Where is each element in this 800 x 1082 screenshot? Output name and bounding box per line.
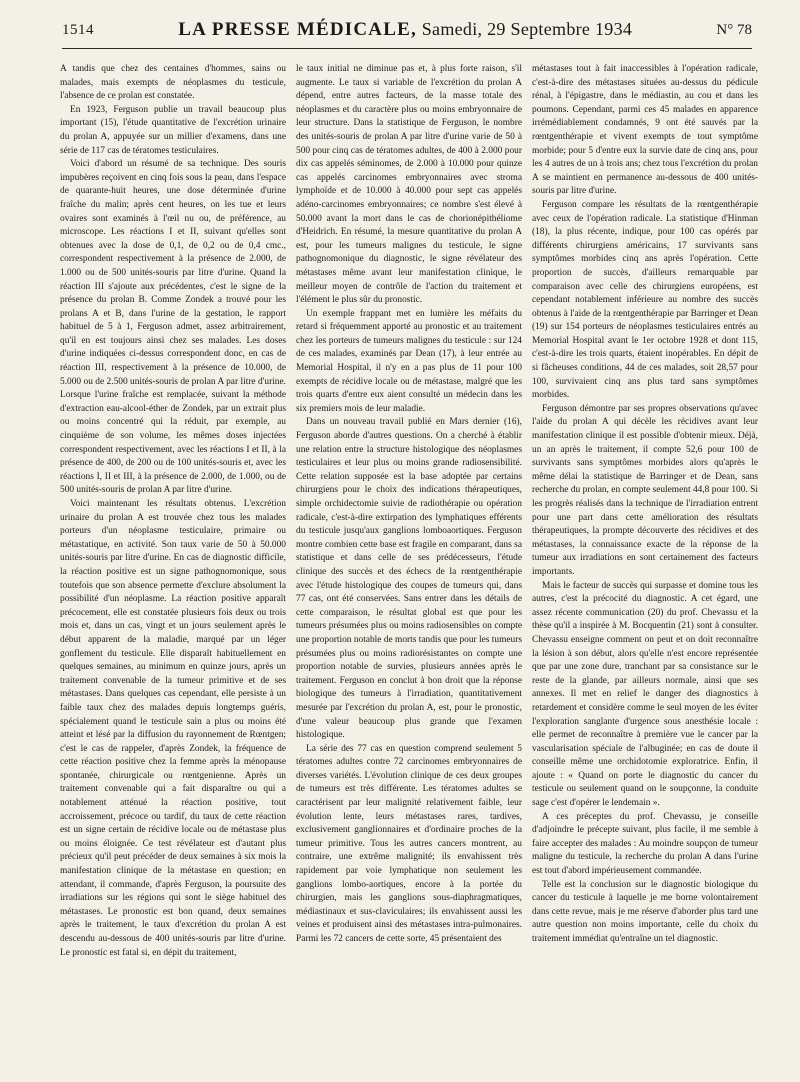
column-3 [532,63,758,1068]
paragraph: Dans un nouveau travail publié en Mars dernier (16), Ferguson aborde d'autres questions. On a cherché à établir une relation entre la structure histologique des néoplasmes testiculaires et leur plus ou moins grande radiosensibilité. Cette relation supposée est la base adoptée par certains chirurgiens pour le choix des indications thérapeutiques, simple orchidectomie suivie de radiothérapie ou opération radicale, c'est-à-dire extirpation des lymphatiques efférents du testicule jusqu'aux ganglions lomboaortiques. Ferguson montre combien cette base est fragile en comparant, dans sa statistique et dans celle de ses prédécesseurs, l'étude clinique des succès et des échecs de la rœntgenthérapie avec l'étude histologique des coupes de tumeurs qui, dans 77 cas, ont été conservées. Sans entrer dans les détails de cette comparaison, le résultat global est que pour les tumeurs présumées plus ou moins radiosensibles on compte une proportion notable de morts tandis que pour les tumeurs présumées plus ou moins radiorésistantes on compte une proportion notable de survies, plusieurs années après le traitement. Ferguson en conclut à bon droit que la réponse biologique des tumeurs à l'irradiation, quantitativement mesurée par l'excrétion du prolan A, est, pour le pronostic, d'une valeur beaucoup plus grande que l'examen histologique. [296,417,522,741]
paragraph: Voici maintenant les résultats obtenus. L'excrétion urinaire du prolan A est trouvée chez tous les malades porteurs d'un néoplasme testiculaire, primaire ou métastatique, en activité. Son taux varie de 50 à 50.000 unités-souris par litre d'urine. En cas de diagnostic difficile, la réaction positive est un signe pathognomonique, sous toutefois que son absence permette d'exclure absolument la possibilité d'un néoplasme. La réaction positive apparaît précocement, elle est constatée plusieurs fois deux ou trois mois et, dans un cas, vingt et un jours seulement après le début apparent de la maladie, marqué par un léger gonflement du testicule. Elle disparaît habituellement en quelques semaines, au minimum en quinze jours, après un traitement convenable de la tumeur primitive et de ses métastases. Dans quelques cas cependant, elle persiste à un faible taux chez des malades depuis longtemps guéris, spécialement quand le testicule sain a plus ou moins été atteint et lésé par la diffusion du rayonnement de Rœntgen; c'est le cas de rappeler, d'après Zondek, la fréquence de cette réaction positive chez la femme après la ménopause spontanée, chirurgicale ou rœntgenienne. Après un traitement convenable qui a fait disparaître ou qui a notablement atténué la réaction positive, tout accroissement, précoce ou tardif, du taux de cette réaction est un signe certain de récidive locale ou de métastase plus ou moins éloignée. Ce test révélateur est d'autant plus précieux qu'il peut précéder de deux semaines à six mois la manifestation clinique de la métastase en question; en attendant, il commande, d'après Ferguson, la poursuite des irradiations sur les régions qui sont le siège habituel des métastases. Le pronostic est bon quand, deux semaines après le traitement, le taux d'excrétion du prolan A est descendu au-dessous de 400 unités-souris par litre d'urine. Le pronostic est fatal si, en dépit du traitement, [60,499,286,958]
article-body [60,63,758,1068]
paragraph: Mais le facteur de succès qui surpasse et domine tous les autres, c'est la précocité du diagnostic. A cet égard, une assez récente communication (20) du prof. Chevassu et la thèse qu'il a inspirée à M. Bocquentin (21) sont à consulter. Chevassu enseigne comment on peut et on doit reconnaître la lésion à son début, alors qu'elle n'est encore représentée que par une zone dure, tranchant par sa consistance sur le reste de la glande, par ailleurs normale, ainsi que ses annexes. Il met en relief le danger des diagnostics à retardement et considère comme le seul moyen de les éviter l'exploration sanglante d'urgence sous anesthésie locale : elle permet de reconnaître à première vue le cancer par la vascularisation spéciale de l'albuginée; en cas de doute il conseille même une orchidotomie exploratrice. Enfin, il ajoute : « Quand on porte le diagnostic du cancer du testicule ou seulement quand on le soupçonne, la conduite sage c'est d'opérer le lendemain ». [532,580,758,809]
paragraph: Voici d'abord un résumé de sa technique. Des souris impubères reçoivent en cinq fois sous la peau, dans l'espace de quarante-huit heures, une dose déterminée d'urine fraîche du malin; après cent heures, on les tue et leurs ovaires sont examinés à l'œil nu ou, de préférence, au microscope. Les réactions I et II, suivant qu'elles sont obtenues avec la dose de 0,1, de 0,2 ou de 0,4 cmc., correspondent respectivement à la présence de 2.000, de 1.000 ou de 500 unités-souris par litre d'urine. Quand la réaction III s'ajoute aux précédentes, c'est le signe de la présence du prolan B. Comme Zondek a trouvé pour les prolans A et B, dans l'urine de la gestation, le rapport habituel de 5 à 1, Ferguson admet, assez arbitrairement, qu'il en est toujours ainsi chez ses malades. Les doses d'urine indiquées ci-dessus correspondent donc, en cas de réaction III, respectivement à la présence de 10.000, de 5.000 ou de 2.500 unités-souris de prolan A par litre d'urine. Lorsque l'urine fraîche est remplacée, suivant la méthode d'extraction eau-alcool-éther de Zondek, par un extrait plus ou moins concentré qui la réduit, par exemple, au cinquième de son volume, les mêmes doses injectées correspondent respectivement, avec les réactions I et II, à la présence de 400, de 200 ou de 100 unités-souris et, avec les réactions I, II et III, à la présence de 2.000, de 1.000, ou de 500 unités-souris de prolan A par litre d'urine. [60,159,286,496]
paragraph: le taux initial ne diminue pas et, à plus forte raison, s'il augmente. Le taux si variable de l'excrétion du prolan A dépend, entre autres facteurs, de la masse totale des néoplasmes et du caractère plus ou moins embryonnaire de leur structure. Dans la statistique de Ferguson, le nombre des unités-souris de prolan A par litre d'urine varie de 50 à 500 pour cinq cas de tératomes adultes, de 400 à 2.000 pour dix cas appelés séminomes, de 2.000 à 10.000 pour quinze cas appelés carcinomes embryonnaires avec stroma lymphoïde et de 10.000 à 40.000 pour sept cas appelés adéno-carcinomes embryonnaires; ce nombre s'est élevé à 50.000 avant la mort dans le cas de chorionépithéliome d'Heidrich. En résumé, la mesure quantitative du prolan A est, pour les tumeurs malignes du testicule, le signe pathognomonique du diagnostic, le signe révélateur des métastases même avant leur manifestation clinique, le meilleur moyen de contrôle de l'action du traitement et l'élément le plus sûr du pronostic. [296,64,522,306]
paragraph: métastases tout à fait inaccessibles à l'opération radicale, c'est-à-dire des métastases situées au-dessus du pédicule rénal, à l'épigastre, dans le médiastin, au cou et dans les poumons. Cependant, parmi ces 45 malades en apparence irrémédiablement condamnés, 9 ont été sauvés par la rœntgenthérapie et vivent exempts de tout symptôme morbide; pour 5 d'entre eux la survie date de cinq ans, pour les 4 autres de un à trois ans; chez tous l'excrétion du prolan A se maintient en permanence au-dessous de 400 unités-souris par litre d'urine. [532,64,758,197]
paragraph: Telle est la conclusion sur le diagnostic biologique du cancer du testicule à laquelle je me borne volontairement dans cette revue, mais je me réserve d'aborder plus tard une autre question non moins importante, celle du choix du traitement immédiat qu'entraîne un tel diagnostic. [532,879,758,944]
journal-title: LA PRESSE MÉDICALE, [178,19,417,40]
issue-number: N° 78 [716,21,752,38]
paragraph: A tandis que chez des centaines d'hommes, sains ou malades, mais exempts de néoplasmes du testicule, l'absence de ce prolan est constatée. [60,64,286,102]
paragraph: A ces préceptes du prof. Chevassu, je conseille d'adjoindre le précepte suivant, plus facile, il me semble à faire accepter des malades : Au moindre soupçon de tumeur maligne du testicule, la recherche du prolan A dans l'urine est tout d'abord impérieusement commandée. [532,811,758,877]
paragraph: Ferguson démontre par ses propres observations qu'avec l'aide du prolan A qui décèle les récidives avant leur manifestation clinique il est possible d'obtenir mieux. Déjà, un an après le traitement, il compte 52,6 pour 100 de survivants sans symptômes morbides alors qu'après le même délai la statistique de Barringer et de Dean, sans recherche du prolan, en compte seulement 44,8 pour 100. Si les progrès réalisés dans la technique de l'irradiation entrent pour une part dans cette amélioration des résultats thérapeutiques, la prompte découverte des récidives et des métastases, la connaissance exacte de la réponse de la tumeur aux irradiations en sont certainement des facteurs importants. [532,403,758,577]
paragraph: La série des 77 cas en question comprend seulement 5 tératomes adultes contre 72 carcinomes embryonnaires de diverses variétés. L'évolution clinique de ces deux groupes de tumeurs est très différente. Les tératomes adultes se caractérisent par leur malignité relativement faible, leur évolution lente, leurs métastases rares, tardives, exclusivement ganglionnaires et d'ordinaire proches de la tumeur primitive. Tous les autres cancers montrent, au contraire, une extrême malignité; ils envahissent très rapidement par voie lymphatique non seulement les ganglions lombo-aortiques, encore à la portée du chirurgien, mais les ganglions sous-diaphragmatiques, médiastinaux et sus-claviculaires; ils envahissent aussi les veines et produisent ainsi des métastases intra-pulmonaires. Parmi les 72 cancers de cette sorte, 45 présentaient des [296,743,522,944]
column-2 [296,63,522,1068]
page-number: 1514 [62,21,94,38]
journal-title-line [178,19,632,41]
column-1 [60,63,286,1068]
paragraph: Ferguson compare les résultats de la rœntgenthérapie avec ceux de l'opération radicale. La statistique d'Hinman (18), la plus récente, indique, pour 100 cas opérés par différents chirurgiens américains, 17 survivants sans symptômes morbides cinq ans après l'opération. Cette proportion de succès, d'ailleurs remarquable par comparaison avec celle des chirurgiens européens, est cependant notablement inférieure au nombre des succès obtenus à l'aide de la rœntgenthérapie par Barringer et Dean (19) sur 154 porteurs de néoplasmes testiculaires entrés au Memorial Hospital avant le 1er octobre 1928 et dont 115, c'est-à-dire les trois quarts, étaient inopérables. En dépit de si fâcheuses conditions, 44 de ces malades, soit 28,57 pour 100, survivaient cinq ans plus tard sans symptômes morbides. [532,199,758,401]
issue-date: Samedi, 29 Septembre 1934 [421,19,633,39]
paragraph: En 1923, Ferguson publie un travail beaucoup plus important (15), l'étude quantitative de l'excrétion urinaire du prolan A, appuyée sur un millier d'examens, dans une série de 117 cas de tératomes testiculaires. [60,104,286,156]
running-header [62,12,752,49]
paragraph: Un exemple frappant met en lumière les méfaits du retard si fréquemment apporté au pronostic et au traitement chez les porteurs de tumeurs malignes du testicule : sur 124 de ces malades, examinés par Dean (17), à leur entrée au Memorial Hospital, il n'y en a pas plus de 11 pour 100 exempts de récidive locale ou de métastase, malgré que les trois quarts d'entre eux aient consulté un médecin dans les six premiers mois de leur maladie. [296,308,522,414]
